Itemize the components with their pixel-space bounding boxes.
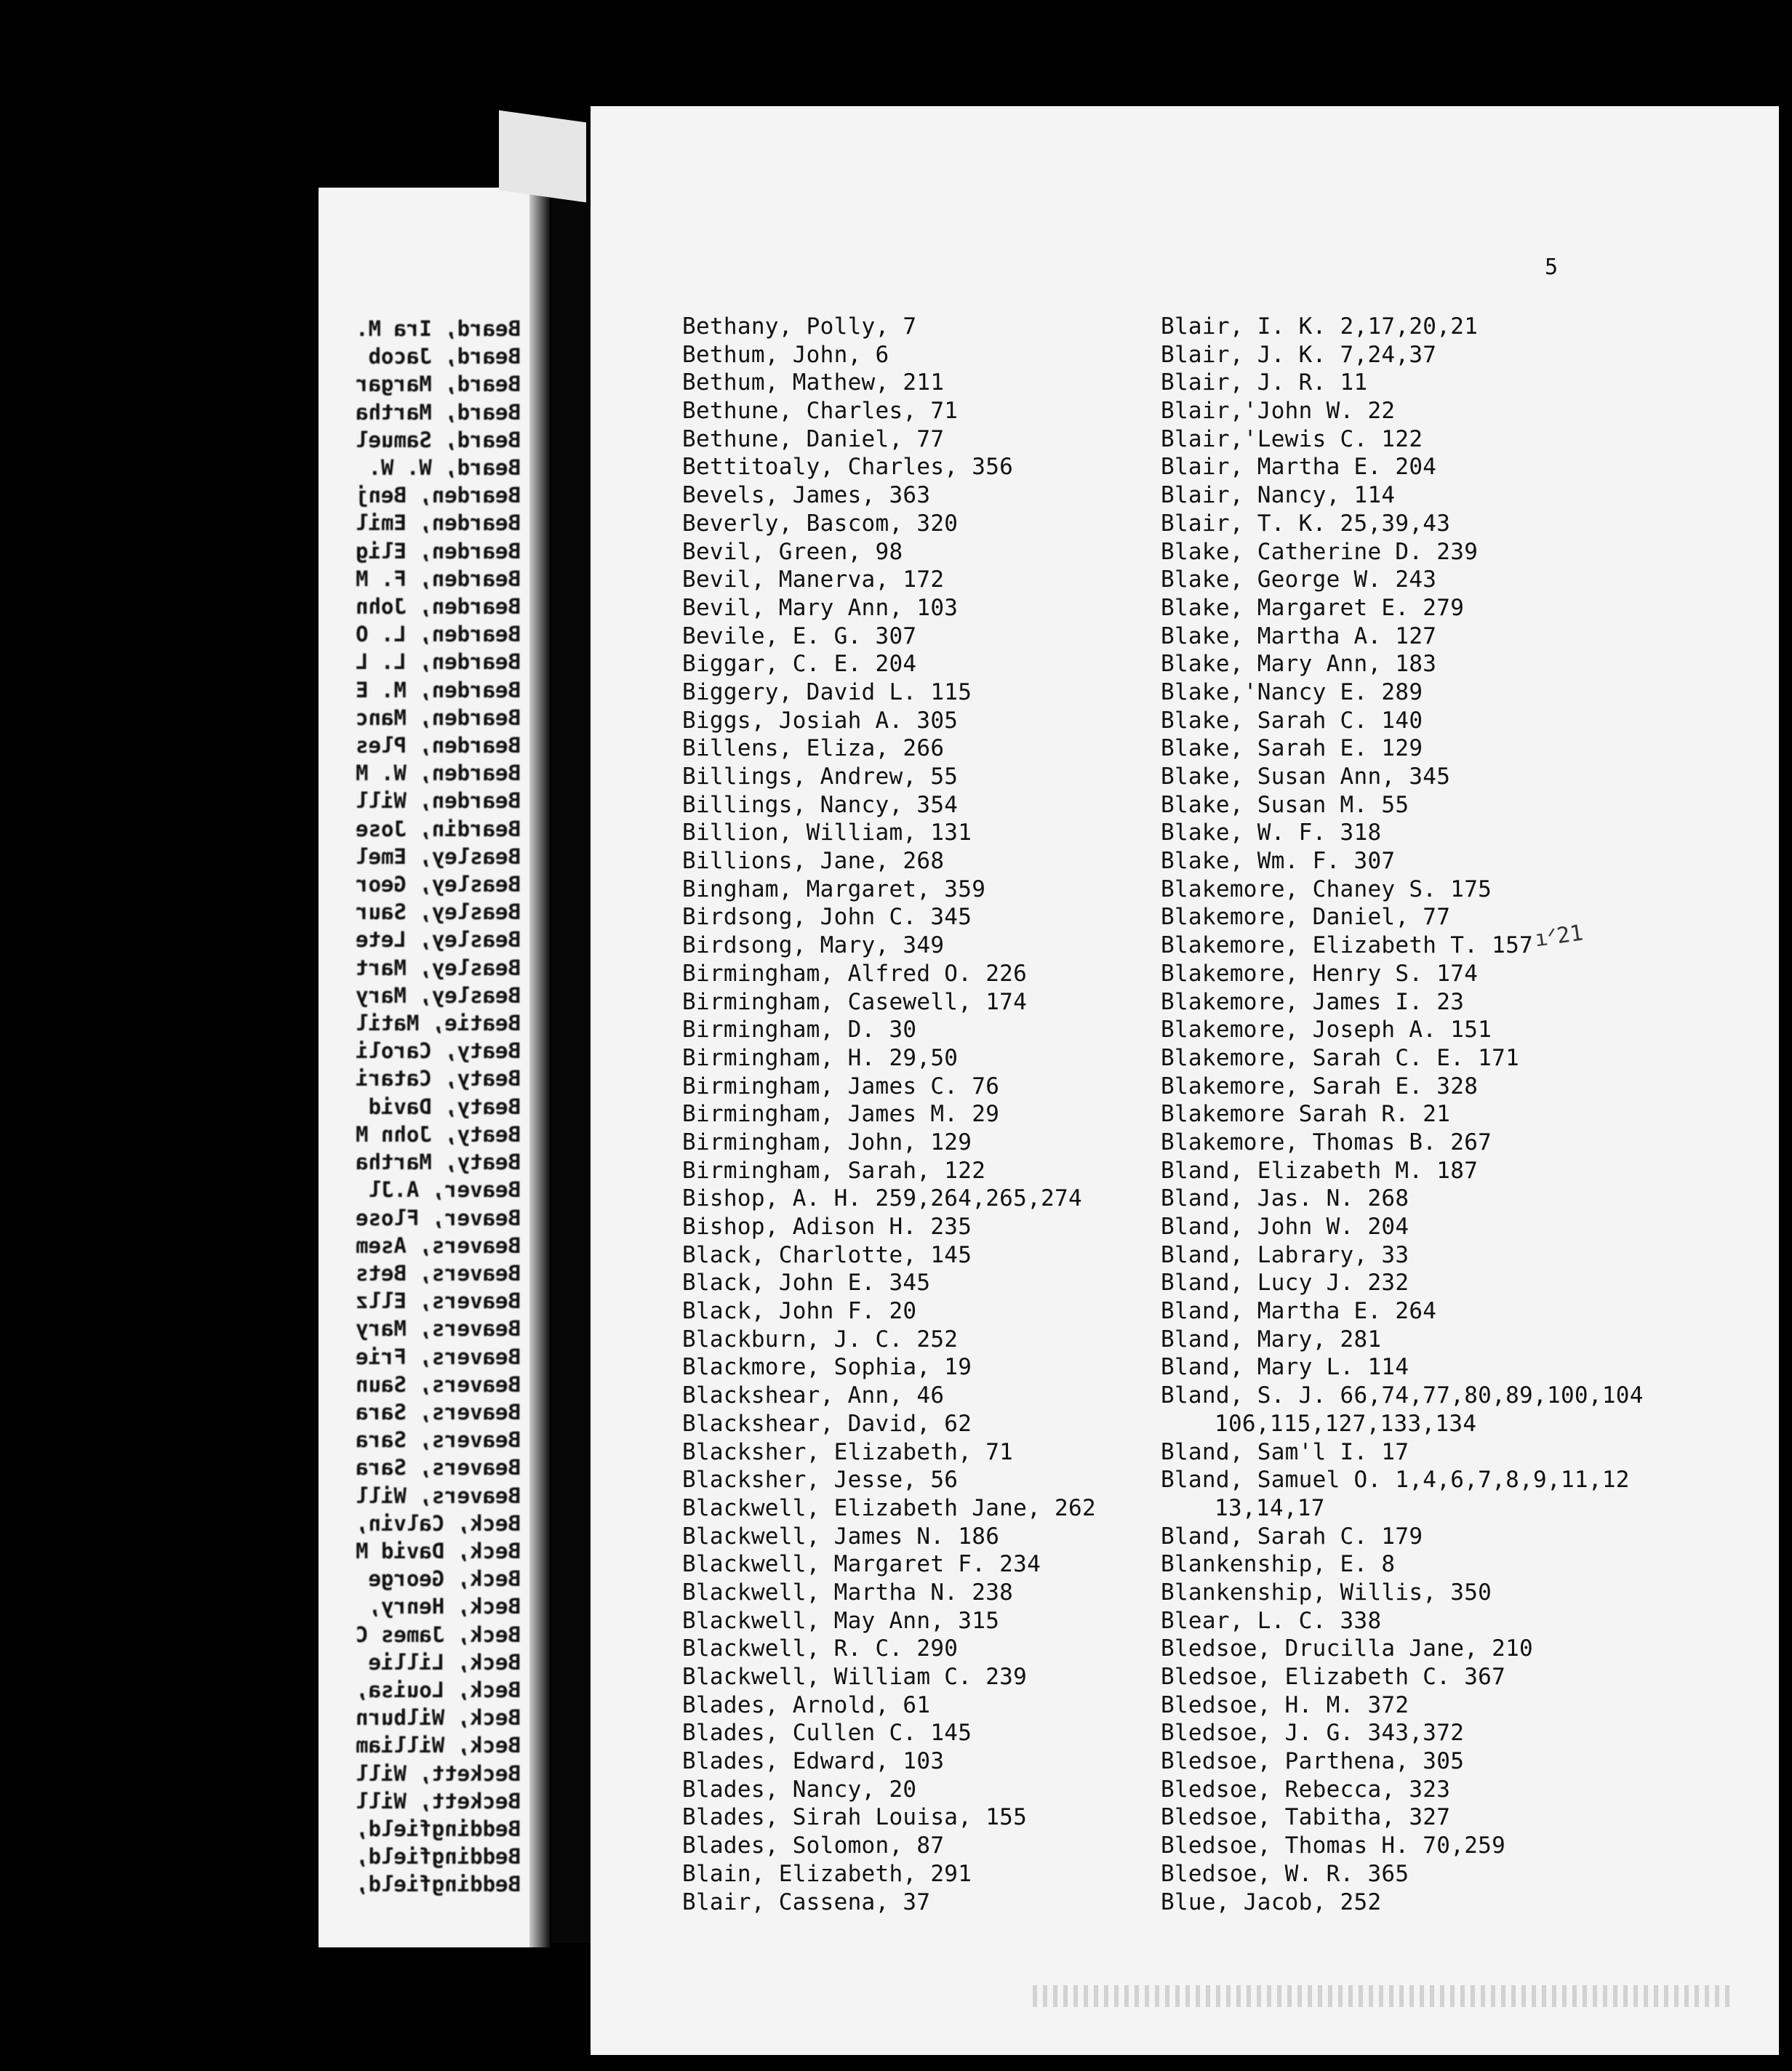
facing-page-line: Beaty, John M xyxy=(356,1121,521,1147)
facing-page-line: Beaver, Flose xyxy=(356,1205,521,1230)
facing-page-line: Beasley, Emel xyxy=(356,844,521,869)
index-entry: Blair, Martha E. 204 xyxy=(1161,454,1437,481)
index-entry: Birmingham, John, 129 xyxy=(682,1129,972,1155)
index-entry: Billings, Nancy, 354 xyxy=(682,791,959,818)
index-entry: Blackwell, Margaret F. 234 xyxy=(682,1551,1041,1578)
index-entry: Bettitoaly, Charles, 356 xyxy=(682,454,1014,481)
index-entry: Black, John E. 345 xyxy=(682,1270,931,1297)
index-entry: Bland, Sarah C. 179 xyxy=(1161,1523,1423,1550)
index-entry: Blake, Sarah E. 129 xyxy=(1161,735,1423,762)
index-entry: Blackshear, Ann, 46 xyxy=(682,1382,945,1409)
index-entry: Bledsoe, Tabitha, 327 xyxy=(1161,1804,1451,1831)
index-entry: Biggar, C. E. 204 xyxy=(682,651,917,678)
index-entry: Bethum, John, 6 xyxy=(682,341,889,368)
index-entry: Blades, Nancy, 20 xyxy=(682,1776,917,1803)
index-entry: Blankenship, E. 8 xyxy=(1161,1551,1396,1578)
facing-page-line: Beck, David M xyxy=(356,1538,521,1563)
index-entry: Bland, Martha E. 264 xyxy=(1161,1298,1437,1325)
index-entry: Blades, Edward, 103 xyxy=(682,1748,945,1775)
index-entry: Bethune, Charles, 71 xyxy=(682,398,959,425)
index-entry: Blackmore, Sophia, 19 xyxy=(682,1354,972,1381)
facing-page-line: Bearden, L. O xyxy=(356,622,521,647)
index-entry: Blake, Sarah C. 140 xyxy=(1161,707,1423,734)
index-entry: Bevil, Green, 98 xyxy=(682,538,903,565)
index-entry: Blakemore, Henry S. 174 xyxy=(1161,960,1479,987)
facing-page-line: Bearden, W. M xyxy=(356,761,521,786)
index-entry: Black, Charlotte, 145 xyxy=(682,1241,972,1268)
facing-page xyxy=(319,188,550,1947)
facing-page-line: Beck, Henry, xyxy=(368,1594,521,1619)
index-entry: Birdsong, Mary, 349 xyxy=(682,932,945,959)
index-entry: Blair, I. K. 2,17,20,21 xyxy=(1161,313,1479,340)
index-entry: Bevil, Mary Ann, 103 xyxy=(682,594,959,621)
index-entry: Black, John F. 20 xyxy=(682,1298,917,1325)
facing-page-line: Beavers, Sara xyxy=(356,1455,521,1481)
index-entry: Blackwell, May Ann, 315 xyxy=(682,1607,1000,1634)
index-entry: Blair, J. R. 11 xyxy=(1161,369,1368,396)
index-entry: Bledsoe, J. G. 343,372 xyxy=(1161,1720,1465,1747)
index-entry: Blacksher, Jesse, 56 xyxy=(682,1467,959,1494)
facing-page-line: Beasley, Lete xyxy=(356,927,521,953)
index-entry: Blakemore, Thomas B. 267 xyxy=(1161,1129,1492,1155)
index-entry: Birmingham, James C. 76 xyxy=(682,1073,1000,1099)
facing-page-edge xyxy=(529,188,550,1947)
index-entry: Bledsoe, Rebecca, 323 xyxy=(1161,1776,1451,1803)
index-entry: Bland, John W. 204 xyxy=(1161,1214,1409,1240)
facing-page-line: Bearden, Benj xyxy=(356,483,521,508)
index-entry: Bland, Sam'l I. 17 xyxy=(1161,1438,1409,1465)
index-column-left xyxy=(682,313,1133,1916)
index-entry: Bland, Elizabeth M. 187 xyxy=(1161,1157,1479,1184)
index-entry: Blakemore, James I. 23 xyxy=(1161,988,1465,1015)
index-entry: Bishop, A. H. 259,264,265,274 xyxy=(682,1185,1082,1212)
index-entry: Blear, L. C. 338 xyxy=(1161,1607,1382,1634)
page-number: 5 xyxy=(1545,255,1559,280)
index-entry: Bland, S. J. 66,74,77,80,89,100,104 xyxy=(1161,1382,1644,1409)
facing-page-line: Beaver, A.Jl xyxy=(368,1177,521,1203)
index-entry: Biggs, Josiah A. 305 xyxy=(682,707,959,734)
index-entry: Bingham, Margaret, 359 xyxy=(682,876,986,902)
facing-page-line: Bearden, M. E xyxy=(356,677,521,702)
facing-page-line: Beckett, Will xyxy=(356,1760,521,1786)
facing-page-line: Beavers, Bets xyxy=(356,1260,521,1286)
index-entry: Blake, Catherine D. 239 xyxy=(1161,538,1479,565)
book-gutter xyxy=(551,198,593,1943)
index-entry: Blankenship, Willis, 350 xyxy=(1161,1579,1492,1606)
index-entry: Bledsoe, Drucilla Jane, 210 xyxy=(1161,1635,1534,1662)
index-entry: Birdsong, John C. 345 xyxy=(682,904,972,931)
facing-page-line: Beddingfield, xyxy=(356,1816,521,1841)
facing-page-line: Beck, James C xyxy=(356,1622,521,1647)
index-entry: Bledsoe, Thomas H. 70,259 xyxy=(1161,1832,1506,1859)
facing-page-line: Beavers, Sara xyxy=(356,1399,521,1425)
index-entry-continuation: 106,115,127,133,134 xyxy=(1215,1410,1477,1437)
facing-page-line: Beasley, Geor xyxy=(356,872,521,897)
page-fold-corner xyxy=(499,111,586,203)
facing-page-line: Beck, Lillie xyxy=(368,1649,521,1675)
index-entry: Bevels, James, 363 xyxy=(682,482,931,509)
index-entry: Blake, Margaret E. 279 xyxy=(1161,594,1465,621)
index-entry: Bishop, Adison H. 235 xyxy=(682,1214,972,1240)
facing-page-text xyxy=(324,315,521,1899)
index-entry: Bledsoe, Parthena, 305 xyxy=(1161,1748,1465,1775)
index-entry: Blackburn, J. C. 252 xyxy=(682,1326,959,1353)
index-entry: Bland, Lucy J. 232 xyxy=(1161,1270,1409,1297)
index-entry: Blades, Cullen C. 145 xyxy=(682,1720,972,1747)
facing-page-line: Beaty, Catari xyxy=(356,1066,521,1091)
facing-page-line: Beavers, Will xyxy=(356,1483,521,1508)
index-entry: Bledsoe, H. M. 372 xyxy=(1161,1691,1409,1718)
facing-page-line: Beck, George xyxy=(368,1566,521,1592)
facing-page-line: Beavers, Asem xyxy=(356,1233,521,1258)
index-entry: Blakemore, Chaney S. 175 xyxy=(1161,876,1492,902)
facing-page-line: Bearden, Emil xyxy=(356,510,521,536)
facing-page-line: Beckett, Will xyxy=(356,1788,521,1814)
index-entry: Blacksher, Elizabeth, 71 xyxy=(682,1438,1014,1465)
index-entry: Blakemore, Daniel, 77 xyxy=(1161,904,1451,931)
index-entry: Blake, George W. 243 xyxy=(1161,566,1437,593)
facing-page-line: Beavers, Frie xyxy=(356,1344,521,1369)
index-entry-continuation: 13,14,17 xyxy=(1215,1494,1325,1521)
index-entry: Blair,'John W. 22 xyxy=(1161,398,1396,425)
index-entry: Blue, Jacob, 252 xyxy=(1161,1888,1382,1915)
index-entry: Billens, Eliza, 266 xyxy=(682,735,945,762)
index-entry: Blackwell, Elizabeth Jane, 262 xyxy=(682,1494,1096,1521)
facing-page-line: Bearden, F. M xyxy=(356,566,521,591)
facing-page-line: Beasley, Mary xyxy=(356,982,521,1008)
index-entry: Blake, W. F. 318 xyxy=(1161,820,1382,846)
facing-page-line: Beard, Jacob xyxy=(368,344,521,369)
index-entry: Birmingham, Alfred O. 226 xyxy=(682,960,1028,987)
index-entry: Blake, Susan Ann, 345 xyxy=(1161,764,1451,790)
index-entry: Bland, Mary, 281 xyxy=(1161,1326,1382,1353)
index-entry: Blackwell, R. C. 290 xyxy=(682,1635,959,1662)
index-entry: Billions, Jane, 268 xyxy=(682,848,945,875)
index-entry: Bethum, Mathew, 211 xyxy=(682,369,945,396)
index-entry: Birmingham, H. 29,50 xyxy=(682,1044,959,1071)
page-bottom-edge xyxy=(1033,1985,1731,2007)
index-entry: Blair, J. K. 7,24,37 xyxy=(1161,341,1437,368)
facing-page-line: Beavers, Ellz xyxy=(356,1289,521,1314)
facing-page-line: Beard, Samuel xyxy=(356,427,521,452)
facing-page-line: Beard, W. W. xyxy=(368,455,521,481)
facing-page-line: Beck, Louisa, xyxy=(356,1677,521,1702)
index-entry: Bledsoe, W. R. 365 xyxy=(1161,1860,1409,1887)
facing-page-line: Beaty, David xyxy=(368,1094,521,1119)
index-entry: Blair,'Lewis C. 122 xyxy=(1161,425,1423,452)
facing-page-line: Beard, Ira M. xyxy=(356,316,521,341)
index-entry: Blair, Cassena, 37 xyxy=(682,1888,931,1915)
index-entry: Bland, Jas. N. 268 xyxy=(1161,1185,1409,1212)
facing-page-line: Beddingfield, xyxy=(356,1844,521,1870)
facing-page-line: Beard, Margar xyxy=(356,372,521,397)
index-entry: Blair, Nancy, 114 xyxy=(1161,482,1396,509)
index-entry: Blake, Wm. F. 307 xyxy=(1161,848,1396,875)
index-entry: Blades, Sirah Louisa, 155 xyxy=(682,1804,1028,1831)
index-entry: Blake, Martha A. 127 xyxy=(1161,622,1437,649)
facing-page-line: Beard, Martha xyxy=(356,399,521,425)
facing-page-line: Bearden, Manc xyxy=(356,705,521,730)
index-entry: Blakemore, Sarah E. 328 xyxy=(1161,1073,1479,1099)
facing-page-line: Beaty, Caroli xyxy=(356,1038,521,1064)
index-entry: Blakemore, Elizabeth T. 157 xyxy=(1161,932,1534,959)
index-entry: Blades, Solomon, 87 xyxy=(682,1832,945,1859)
facing-page-line: Beavers, Sara xyxy=(356,1427,521,1453)
index-entry: Bland, Mary L. 114 xyxy=(1161,1354,1409,1381)
index-entry: Birmingham, D. 30 xyxy=(682,1017,917,1043)
facing-page-line: Beavers, Saun xyxy=(356,1371,521,1397)
index-entry: Bland, Samuel O. 1,4,6,7,8,9,11,12 xyxy=(1161,1467,1630,1494)
facing-page-line: Bearden, Will xyxy=(356,788,521,814)
index-entry: Blain, Elizabeth, 291 xyxy=(682,1860,972,1887)
index-entry: Bland, Labrary, 33 xyxy=(1161,1241,1409,1268)
index-entry: Blakemore, Sarah C. E. 171 xyxy=(1161,1044,1520,1071)
facing-page-line: Beasley, Saur xyxy=(356,900,521,925)
index-entry: Blades, Arnold, 61 xyxy=(682,1691,931,1718)
index-entry: Blair, T. K. 25,39,43 xyxy=(1161,510,1451,537)
index-entry: Bethany, Polly, 7 xyxy=(682,313,917,340)
facing-page-line: Beck, Wilburn xyxy=(356,1705,521,1731)
index-entry: Blackwell, Martha N. 238 xyxy=(682,1579,1014,1606)
index-entry: Billion, William, 131 xyxy=(682,820,972,846)
index-entry: Blackshear, David, 62 xyxy=(682,1410,972,1437)
index-entry: Blackwell, William C. 239 xyxy=(682,1664,1028,1690)
facing-page-line: Bearden, L. L xyxy=(356,649,521,675)
index-entry: Bevil, Manerva, 172 xyxy=(682,566,945,593)
index-column-right xyxy=(1161,313,1644,1916)
index-entry: Bevile, E. G. 307 xyxy=(682,622,917,649)
index-entry: Billings, Andrew, 55 xyxy=(682,764,959,790)
facing-page-line: Bearden, John xyxy=(356,594,521,620)
facing-page-line: Beck, William xyxy=(356,1733,521,1758)
facing-page-line: Bearden, Ples xyxy=(356,733,521,758)
facing-page-line: Beardin, Jose xyxy=(356,816,521,841)
index-entry: Blake, Susan M. 55 xyxy=(1161,791,1409,818)
facing-page-line: Beasley, Mart xyxy=(356,955,521,980)
margin-annotation: ıᐟ21 xyxy=(1532,920,1585,953)
facing-page-line: Beddingfield, xyxy=(356,1872,521,1897)
index-entry: Biggery, David L. 115 xyxy=(682,678,972,705)
index-entry: Bledsoe, Elizabeth C. 367 xyxy=(1161,1664,1506,1690)
index-entry: Birmingham, Casewell, 174 xyxy=(682,988,1028,1015)
facing-page-line: Beaty, Martha xyxy=(356,1150,521,1175)
facing-page-line: Beavers, Mary xyxy=(356,1316,521,1342)
index-entry: Blakemore, Joseph A. 151 xyxy=(1161,1017,1492,1043)
index-entry: Birmingham, Sarah, 122 xyxy=(682,1157,986,1184)
facing-page-line: Beatie, Matil xyxy=(356,1011,521,1036)
index-entry: Blakemore Sarah R. 21 xyxy=(1161,1101,1451,1128)
index-entry: Bethune, Daniel, 77 xyxy=(682,425,945,452)
facing-page-line: Bearden, Elig xyxy=(356,538,521,564)
index-entry: Blackwell, James N. 186 xyxy=(682,1523,1000,1550)
index-entry: Beverly, Bascom, 320 xyxy=(682,510,959,537)
facing-page-line: Beck, Calvin, xyxy=(356,1510,521,1536)
index-entry: Birmingham, James M. 29 xyxy=(682,1101,1000,1128)
index-entry: Blake,'Nancy E. 289 xyxy=(1161,678,1423,705)
index-entry: Blake, Mary Ann, 183 xyxy=(1161,651,1437,678)
